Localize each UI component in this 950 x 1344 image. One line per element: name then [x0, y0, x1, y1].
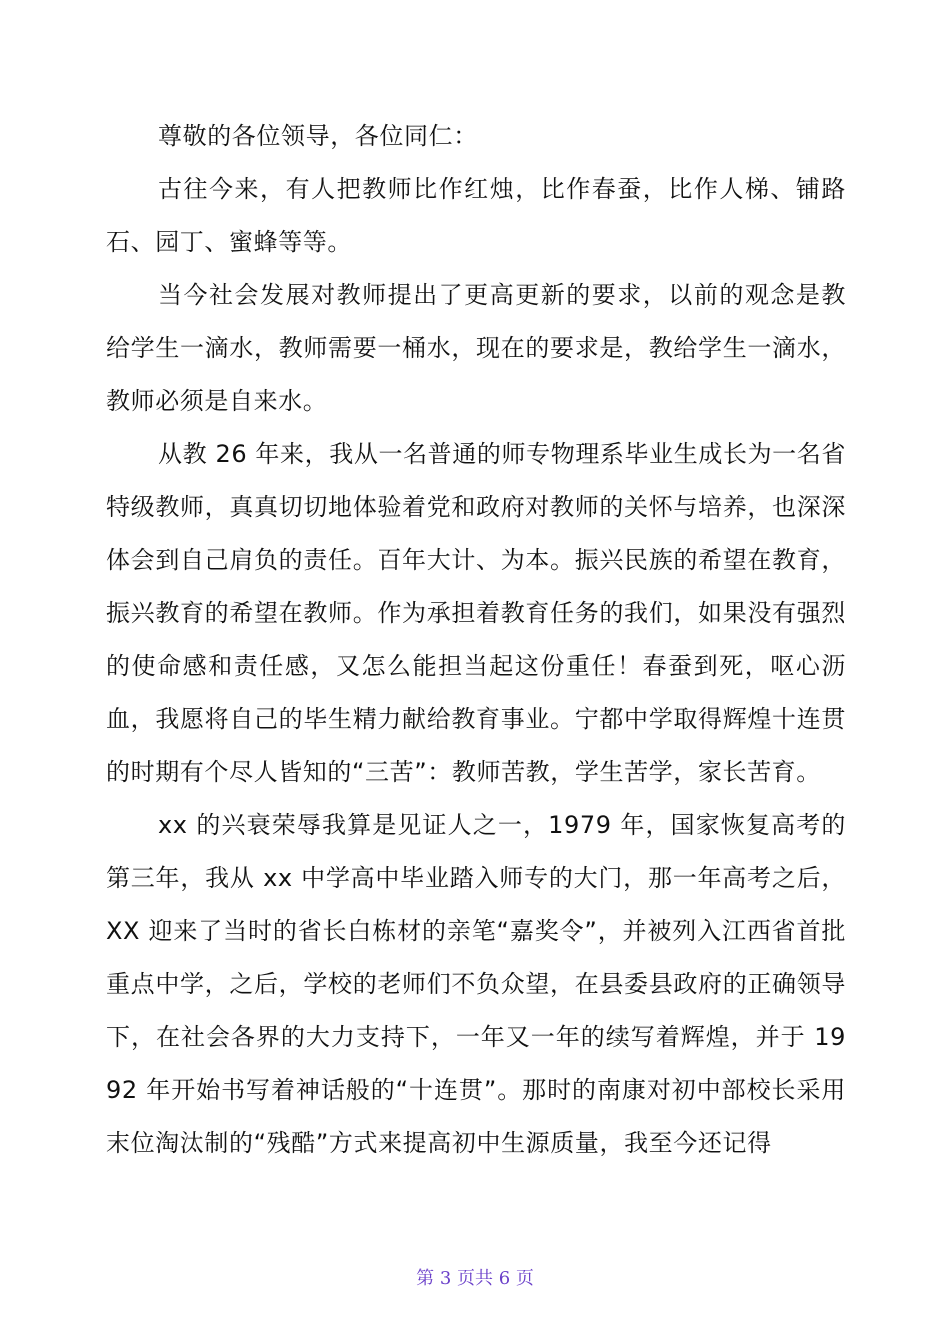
document-body: [106, 110, 846, 1170]
paragraph-requirements: 当今社会发展对教师提出了更高更新的要求，以前的观念是教给学生一滴水，教师需要一桶水，现在的要求是，教给学生一滴水，教师必须是自来水。: [106, 281, 846, 415]
paragraph-salutation: 尊敬的各位领导，各位同仁：: [158, 122, 478, 150]
paragraph-history: xx 的兴衰荣辱我算是见证人之一，1979 年，国家恢复高考的第三年，我从 xx 中学高中毕业踏入师专的大门，那一年高考之后，XX 迎来了当时的省长白栋材的亲笔“嘉奖令”，并被列入江西省首批重点中学，之后，学校的老师们不负众望，在县委县政府的正确领导下，在社会各界的大力支持下，一年又一年的续写着辉煌，并于 1992 年开始书写着神话般的“十连贯”。那时的南康对初中部校长采用末位淘汰制的“残酷”方式来提高初中生源质量，我至今还记得: [106, 811, 846, 1157]
paragraph-career: 从教 26 年来，我从一名普通的师专物理系毕业生成长为一名省特级教师，真真切切地体验着党和政府对教师的关怀与培养，也深深体会到自己肩负的责任。百年大计、为本。振兴民族的希望在教育，振兴教育的希望在教师。作为承担着教育任务的我们，如果没有强烈的使命感和责任感，又怎么能担当起这份重任！春蚕到死，呕心沥血，我愿将自己的毕生精力献给教育事业。宁都中学取得辉煌十连贯的时期有个尽人皆知的“三苦”：教师苦教，学生苦学，家长苦育。: [106, 440, 846, 786]
page-number-footer: 第 3 页共 6 页: [416, 1268, 534, 1289]
paragraph-metaphors: 古往今来，有人把教师比作红烛，比作春蚕，比作人梯、铺路石、园丁、蜜蜂等等。: [106, 175, 846, 256]
